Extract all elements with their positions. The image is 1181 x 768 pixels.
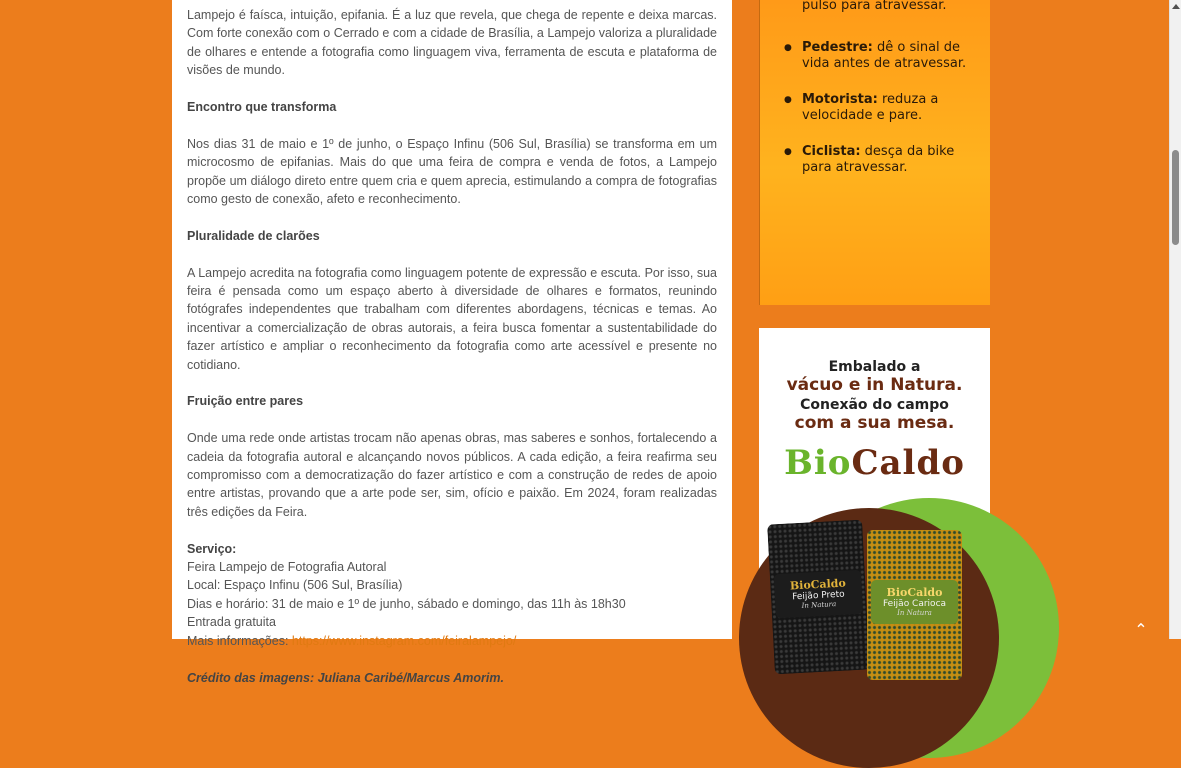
- package-feijao-carioca: BioCaldo Feijão Carioca In Natura: [867, 530, 962, 680]
- image-credit: Crédito das imagens: Juliana Caribé/Marcus Amorim.: [187, 670, 504, 685]
- package-feijao-preto: BioCaldo Feijão Preto In Natura: [767, 520, 870, 675]
- biocaldo-ad[interactable]: [759, 328, 990, 639]
- service-name: Feira Lampejo de Fotografia Autoral: [187, 560, 387, 575]
- tip-motorista: ● Motorista: reduza a velocidade e pare.: [784, 92, 984, 124]
- heading-encontro: Encontro que transforma: [187, 100, 337, 115]
- service-more-info: [187, 632, 717, 650]
- ad-line-2: vácuo e in Natura.: [786, 375, 963, 395]
- paragraph-encontro: Nos dias 31 de maio e 1º de junho, o Espaço Infinu (506 Sul, Brasília) se transforma em um microcosmo de epifanias. Mais do que uma feira de compra e venda de fotos, a Lampejo propõe um diálogo direto entre quem cria e quem aprecia, estimulando a compra de fotografias como gesto de conexão, afeto e reconhecimento.: [187, 136, 717, 207]
- ad-line-1: Embalado a: [828, 359, 921, 375]
- intro-paragraph: Lampejo é faísca, intuição, epifania. É a luz que revela, que chega de repente e deixa marcas. Com forte conexão com o Cerrado e com a cidade de Brasília, a Lampejo valoriza a pluralidade de olhares e entende a fotografia como linguagem viva, ferramenta de escuta e plataforma de visões de mundo.: [187, 8, 717, 78]
- service-dates: Dias e horário: 31 de maio e 1º de junho, sábado e domingo, das 11h às 18h30: [187, 596, 626, 611]
- instagram-link[interactable]: https://www.instagram.com/feiralampejo/: [291, 633, 517, 648]
- ad-line-3: Conexão do campo: [800, 397, 949, 413]
- article-content: [172, 0, 732, 685]
- tip-pedestre: ● Pedestre: dê o sinal de vida antes de atravessar.: [784, 40, 984, 72]
- ad-fragment-text: pulso para atravessar.: [802, 0, 947, 13]
- service-label: Serviço:: [187, 541, 237, 556]
- service-entry: Entrada gratuita: [187, 615, 276, 630]
- page-scrollbar[interactable]: [1169, 0, 1181, 639]
- tip-ciclista: ● Ciclista: desça da bike para atravessar.: [784, 144, 984, 176]
- service-info: [187, 540, 717, 687]
- heading-fruicao: Fruição entre pares: [187, 394, 304, 409]
- scrollbar-thumb[interactable]: [1172, 150, 1179, 245]
- scroll-up-arrow-icon[interactable]: [1172, 4, 1180, 9]
- service-location: Local: Espaço Infinu (506 Sul, Brasília): [187, 578, 403, 593]
- ad-tips-list: [784, 40, 984, 196]
- heading-pluralidade: Pluralidade de clarões: [187, 228, 320, 243]
- paragraph-fruicao: Onde uma rede onde artistas trocam não apenas obras, mas saberes e sonhos, fortalecendo a cadeia da fotografia autoral e alcançando novos públicos. A cada edição, a feira reafirma seu compromisso com a democratização do fazer artístico e com a construção de redes de apoio entre artistas, provando que a arte pode ser, sim, ofício e paixão. Em 2024, foram realizadas três edições da Feira.: [187, 431, 717, 519]
- ad-line-4: com a sua mesa.: [794, 413, 955, 433]
- more-info-label: Mais informações:: [187, 633, 292, 648]
- traffic-safety-ad[interactable]: [759, 0, 990, 305]
- biocaldo-logo: BioCaldo: [784, 443, 965, 483]
- paragraph-pluralidade: A Lampejo acredita na fotografia como linguagem potente de expressão e escuta. Por isso, sua feira é pensada como um espaço aberto à diversidade de olhares e formatos, reunindo fotógrafes independentes que trabalham com diferentes abordagens, técnicas e temas. Ao incentivar a comercialização de obras autorais, a feira busca fomentar a sustentabilidade do fazer artístico e ampliar o reconhecimento da fotografia como arte acessível e presente no cotidiano.: [187, 265, 717, 372]
- back-to-top-chevron-icon[interactable]: ⌃: [1134, 622, 1148, 639]
